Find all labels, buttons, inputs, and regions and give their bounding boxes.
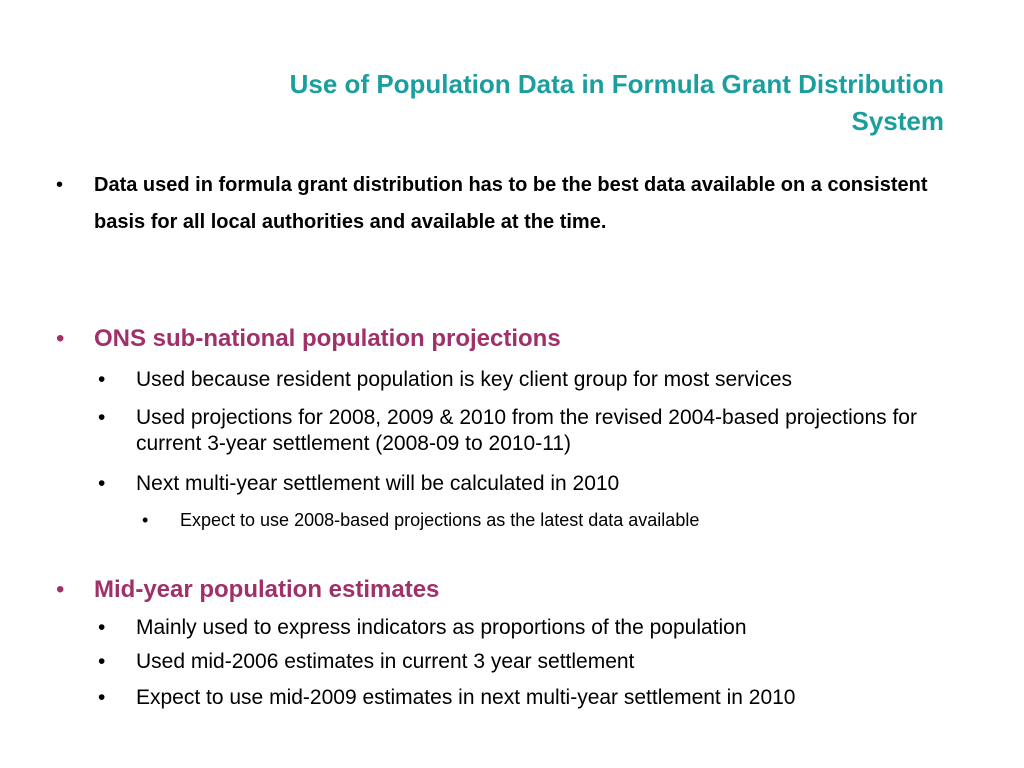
bullet-marker: •	[98, 368, 106, 391]
slide-title-line-1: Use of Population Data in Formula Grant Distribution	[289, 69, 944, 99]
ons-item-2-text: Used projections for 2008, 2009 & 2010 from the revised 2004-based projections for current 3-year settlement (2008-09 to 2010-11)	[136, 406, 917, 455]
bullet-marker: •	[98, 472, 106, 495]
mid-item-1-text: Mainly used to express indicators as proportions of the population	[136, 616, 747, 639]
mid-item-3-text: Expect to use mid-2009 estimates in next multi-year settlement in 2010	[136, 686, 796, 709]
mid-item-2-text: Used mid-2006 estimates in current 3 year settlement	[136, 650, 635, 673]
bullet-marker: •	[98, 686, 106, 709]
bullet-marker: •	[56, 174, 64, 196]
bullet-marker: •	[98, 406, 106, 429]
ons-item-1-text: Used because resident population is key client group for most services	[136, 368, 793, 391]
bullet-marker: •	[98, 616, 106, 639]
slide-title-line-2: System	[851, 106, 944, 136]
ons-subitem-text: Expect to use 2008-based projections as the latest data available	[180, 510, 700, 530]
intro-text: Data used in formula grant distribution has to be the best data available on a consistent basis for all local authorities and available at the time.	[94, 174, 928, 233]
bullet-marker: •	[56, 576, 65, 603]
ons-heading: ONS sub-national population projections	[94, 325, 561, 352]
ons-item-3-text: Next multi-year settlement will be calculated in 2010	[136, 472, 620, 495]
bullet-marker: •	[56, 325, 65, 352]
slide-title	[84, 66, 944, 140]
bullet-marker: •	[142, 510, 149, 530]
bullet-marker: •	[98, 650, 106, 673]
mid-heading: Mid-year population estimates	[94, 576, 440, 603]
